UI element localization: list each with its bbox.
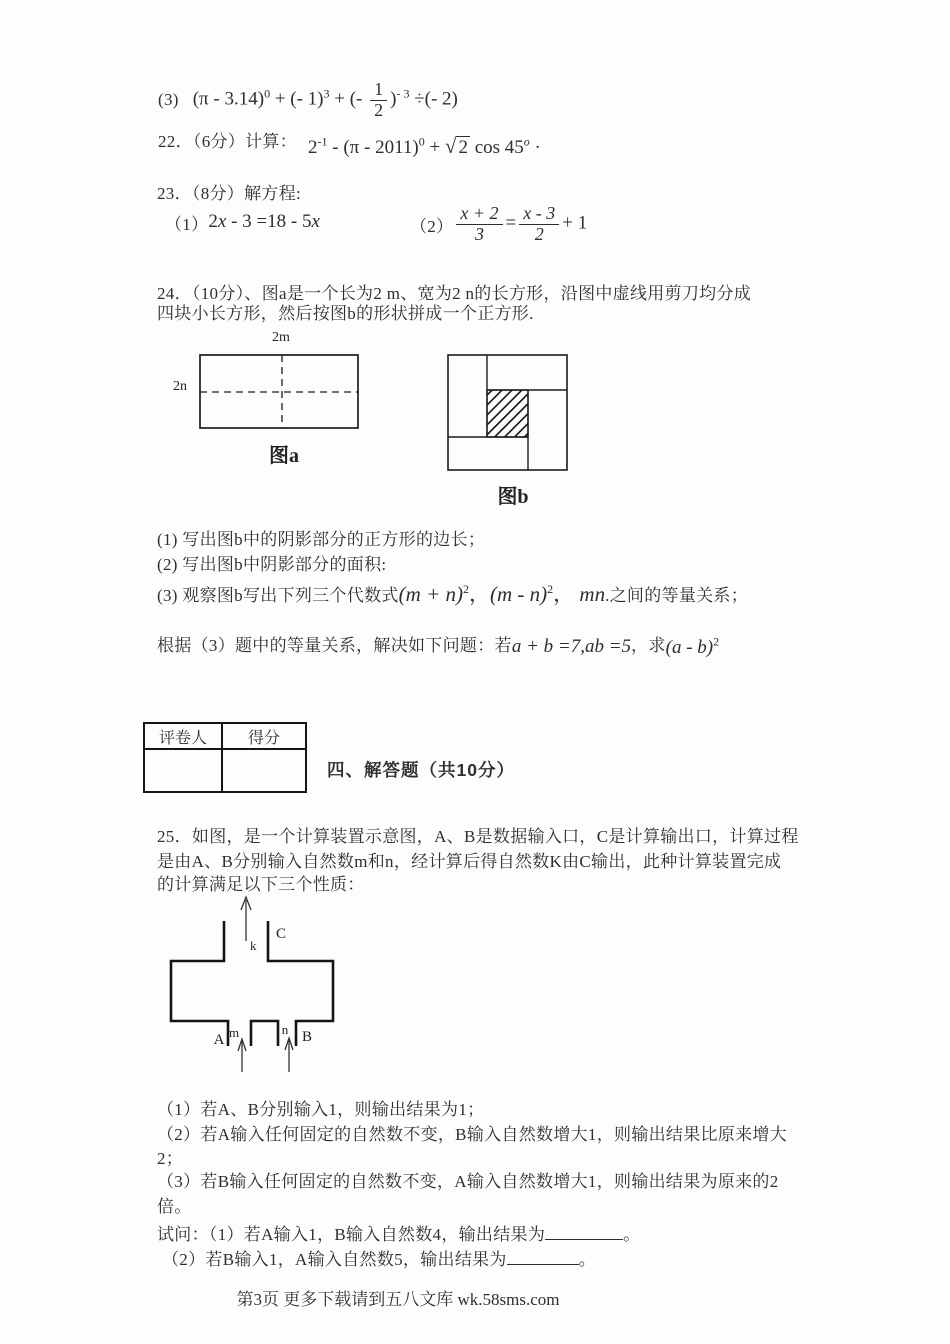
problem-25-line3: 的计算满足以下三个性质： (157, 875, 365, 894)
fraction: $\frac{x + 2}{3}$ (456, 204, 502, 245)
figure-a (165, 326, 375, 471)
figure-a-caption: 图a (269, 445, 299, 467)
device-label-c: C (276, 926, 287, 942)
item3-prefix: (3) 观察图b写出下列三个代数式 (157, 585, 399, 605)
formula-22: $2^{-1} - (\pi - 2011)^0$ + √ 2 $\cos 45^o$ · (308, 134, 541, 158)
figure-a-top-label: 2m (272, 330, 290, 345)
problem-25-prop3: （3）若B输入任何固定的自然数不变，A输入自然数增大1，则输出结果为原来的2 (157, 1172, 779, 1191)
problem-25-prop2: （2）若A输入任何固定的自然数不变，B输入自然数增大1，则输出结果比原来增大 (157, 1125, 788, 1144)
device-label-m: m (228, 1025, 240, 1040)
followup-mid: ，求 (631, 635, 666, 655)
problem-25-line1: 25．如图，是一个计算装置示意图，A、B是数据输入口，C是计算输出口，计算过程 (157, 827, 799, 846)
device-label-a: A (213, 1032, 225, 1048)
question2-text: （2）若B输入1，A输入自然数5，输出结果为 (162, 1250, 507, 1269)
answer-blank (507, 1249, 579, 1265)
problem-25-prop1: （1）若A、B分别输入1，则输出结果为1； (157, 1100, 485, 1119)
question1-text: 试问：（1）若A输入1，B输入自然数4，输出结果为 (157, 1225, 546, 1244)
section-4-title: 四、解答题（共10分） (327, 760, 515, 780)
figure-b (442, 350, 577, 512)
device-label-n: n (281, 1022, 289, 1037)
problem-24-item1: (1) 写出图b中的阴影部分的正方形的边长； (157, 530, 486, 549)
answer-blank (545, 1224, 623, 1240)
figure-b-caption: 图b (497, 486, 529, 508)
followup-target: (a - b)$^2$ (665, 634, 720, 658)
item-label: （2） (410, 216, 454, 236)
item3-suffix: .之间的等量关系； (605, 585, 749, 605)
problem-22-label: 22．（6分）计算： (158, 132, 297, 151)
fraction: $\frac{x - 3}{2}$ (519, 204, 559, 245)
grader-header-cell: 评卷人 (145, 724, 223, 750)
arrows (238, 897, 293, 1072)
page-footer: 第3页 更多下载请到五八文库 wk.58sms.com (236, 1290, 560, 1309)
problem-24-line1: 24．（10分）、图a是一个长为2 m、宽为2 n的长方形，沿图中虚线用剪刀均分成 (157, 284, 752, 303)
problem-24-followup (157, 627, 719, 659)
problem-21-part3 (158, 78, 458, 122)
followup-prefix: 根据（3）题中的等量关系，解决如下问题：若 (157, 635, 512, 655)
problem-24-item2: (2) 写出图b中阴影部分的面积: (157, 555, 387, 574)
score-empty-cell (223, 750, 305, 791)
sqrt: √ 2 (444, 134, 468, 158)
formula-23-1: 2x - 3 =18 - 5x (208, 211, 320, 232)
formula-23-2: $\frac{x + 2}{3}$ = $\frac{x - 3}{2}$ + 1 (453, 204, 587, 245)
item3-expressions: $(m + n)^2$，(m - n)$^2$， mn (398, 582, 606, 606)
problem-22-formula (308, 128, 541, 165)
figure-a-left-label: 2n (173, 379, 187, 394)
problem-25-prop3-cont: 倍。 (157, 1197, 192, 1216)
problem-24-line2: 四块小长方形，然后按图b的形状拼成一个正方形. (157, 304, 534, 323)
problem-24-item3 (157, 578, 748, 608)
formula-21-3: (π - 3.14)$^0$ + (- 1)$^3$ + (- $\frac{1}{2}$ )$^{- 3}$ ÷(- 2) (192, 78, 458, 120)
grader-empty-cell (145, 750, 223, 791)
problem-23-label: 23．（8分）解方程: (157, 184, 302, 203)
score-header-cell: 得分 (223, 724, 305, 750)
question2-end: 。 (578, 1250, 597, 1269)
problem-25-question1 (157, 1220, 640, 1245)
question1-end: 。 (623, 1225, 641, 1244)
problem-25-line2: 是由A、B分别输入自然数m和n，经计算后得自然数K由C输出，此种计算装置完成 (157, 852, 782, 871)
problem-25-prop2-cont: 2； (157, 1149, 184, 1168)
device-label-k: k (250, 938, 257, 953)
device-diagram (160, 888, 350, 1083)
device-label-b: B (301, 1029, 313, 1045)
fraction: $\frac{1}{2}$ (370, 80, 387, 121)
problem-23-eq1 (165, 206, 320, 238)
shaded-square (487, 390, 528, 437)
problem-25-question2 (162, 1245, 596, 1270)
grading-table (143, 722, 307, 793)
problem-23-eq2 (410, 203, 587, 245)
followup-equations: a + b =7,ab =5 (511, 636, 632, 657)
item-label: （1） (165, 214, 209, 234)
item-label: (3) (158, 90, 179, 109)
